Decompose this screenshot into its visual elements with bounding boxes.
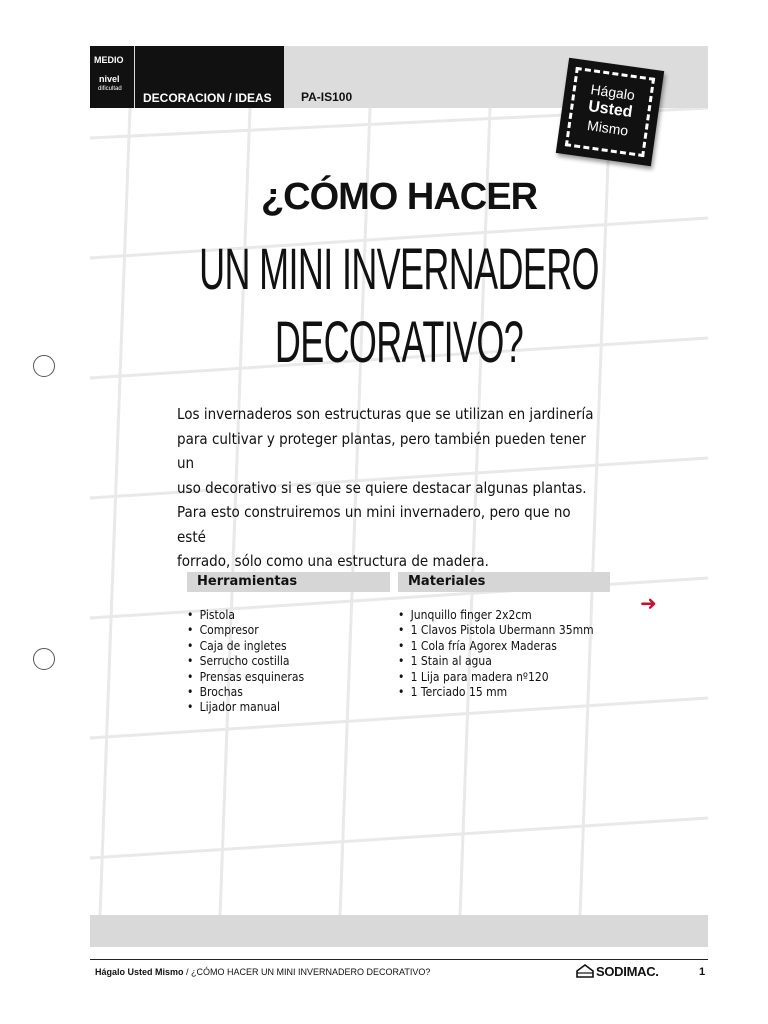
page-title-line-1: ¿CÓMO HACER xyxy=(260,176,538,218)
list-item xyxy=(398,639,594,654)
list-item xyxy=(398,654,594,669)
bullet-icon: • xyxy=(398,608,405,622)
list-item xyxy=(187,654,304,669)
bullet-icon: • xyxy=(398,669,405,684)
intro-line: Los invernaderos son estructuras que se utilizan en jardinería xyxy=(177,405,594,423)
bullet-icon: • xyxy=(187,654,194,669)
tools-heading: Herramientas xyxy=(187,572,390,592)
house-icon xyxy=(576,964,594,978)
tool-name: Serrucho costilla xyxy=(199,654,290,669)
materials-heading: Materiales xyxy=(398,572,610,592)
category-label: DECORACION / IDEAS xyxy=(143,91,272,105)
difficulty-sublabel: dificultad xyxy=(98,86,122,92)
material-name: 1 Stain al agua xyxy=(410,654,492,669)
footer-brand-title: Hágalo Usted Mismo xyxy=(95,967,184,977)
bullet-icon: • xyxy=(398,654,405,669)
material-name: 1 Cola fría Agorex Maderas xyxy=(410,638,557,653)
bullet-icon: • xyxy=(187,700,194,715)
difficulty-label: nivel xyxy=(99,74,120,84)
intro-line: Para esto construiremos un mini invernadero, pero que no esté xyxy=(177,503,571,546)
material-name: 1 Clavos Pistola Ubermann 35mm xyxy=(410,623,594,638)
logo-line-2: Usted xyxy=(587,98,634,122)
material-name: 1 Lija para madera nº120 xyxy=(410,669,549,684)
bullet-icon: • xyxy=(187,608,194,622)
list-item xyxy=(398,685,594,700)
list-item xyxy=(398,623,594,638)
hagalo-usted-mismo-logo xyxy=(556,58,664,166)
tools-list xyxy=(187,608,317,716)
list-item xyxy=(187,623,304,638)
logo-line-1: Hágalo xyxy=(589,81,636,104)
bullet-icon: • xyxy=(187,685,194,700)
list-item xyxy=(398,670,594,685)
bullet-icon: • xyxy=(398,638,405,653)
punch-hole xyxy=(33,355,55,377)
punch-hole xyxy=(33,648,55,670)
footer-band xyxy=(90,915,708,947)
footer-divider xyxy=(90,959,708,960)
difficulty-badge xyxy=(90,46,134,108)
category-box xyxy=(135,46,284,108)
difficulty-level: MEDIO xyxy=(94,55,124,65)
bullet-icon: • xyxy=(187,669,194,684)
intro-line: forrado, sólo como una estructura de madera. xyxy=(177,552,489,570)
sodimac-logo xyxy=(576,963,659,979)
bullet-icon: • xyxy=(187,623,194,638)
tool-name: Brochas xyxy=(199,685,243,700)
logo-text: SODIMAC. xyxy=(596,963,659,979)
intro-paragraph xyxy=(177,402,600,574)
logo-line-3: Mismo xyxy=(586,117,630,139)
footer-caption xyxy=(95,967,430,977)
page-title-line-2: UN MINI INVERNADERO xyxy=(199,237,599,302)
bullet-icon: • xyxy=(187,638,194,653)
tool-name: Pistola xyxy=(199,608,235,622)
list-item xyxy=(187,700,304,715)
materials-list xyxy=(398,608,615,700)
footer-doc-title: ¿CÓMO HACER UN MINI INVERNADERO DECORATIVO? xyxy=(191,967,431,977)
tool-name: Compresor xyxy=(199,623,259,638)
intro-line: uso decorativo si es que se quiere destacar algunas plantas. xyxy=(177,478,587,497)
page-number: 1 xyxy=(699,966,706,978)
material-name: Junquillo finger 2x2cm xyxy=(410,608,532,622)
tool-name: Caja de ingletes xyxy=(199,638,287,653)
list-item xyxy=(187,685,304,700)
arrow-right-icon[interactable]: ➜ xyxy=(640,591,657,615)
list-item xyxy=(398,608,594,623)
tool-name: Lijador manual xyxy=(199,700,281,715)
bullet-icon: • xyxy=(398,623,405,638)
intro-line: para cultivar y proteger plantas, pero también pueden tener un xyxy=(177,429,586,472)
page-title-line-3: DECORATIVO? xyxy=(274,310,524,375)
list-item xyxy=(187,670,304,685)
list-item xyxy=(187,639,304,654)
bullet-icon: • xyxy=(398,685,405,700)
material-name: 1 Terciado 15 mm xyxy=(410,685,508,700)
list-item xyxy=(187,608,304,623)
footer-separator: / xyxy=(183,967,192,977)
document-code: PA-IS100 xyxy=(301,90,353,104)
tool-name: Prensas esquineras xyxy=(199,669,305,684)
